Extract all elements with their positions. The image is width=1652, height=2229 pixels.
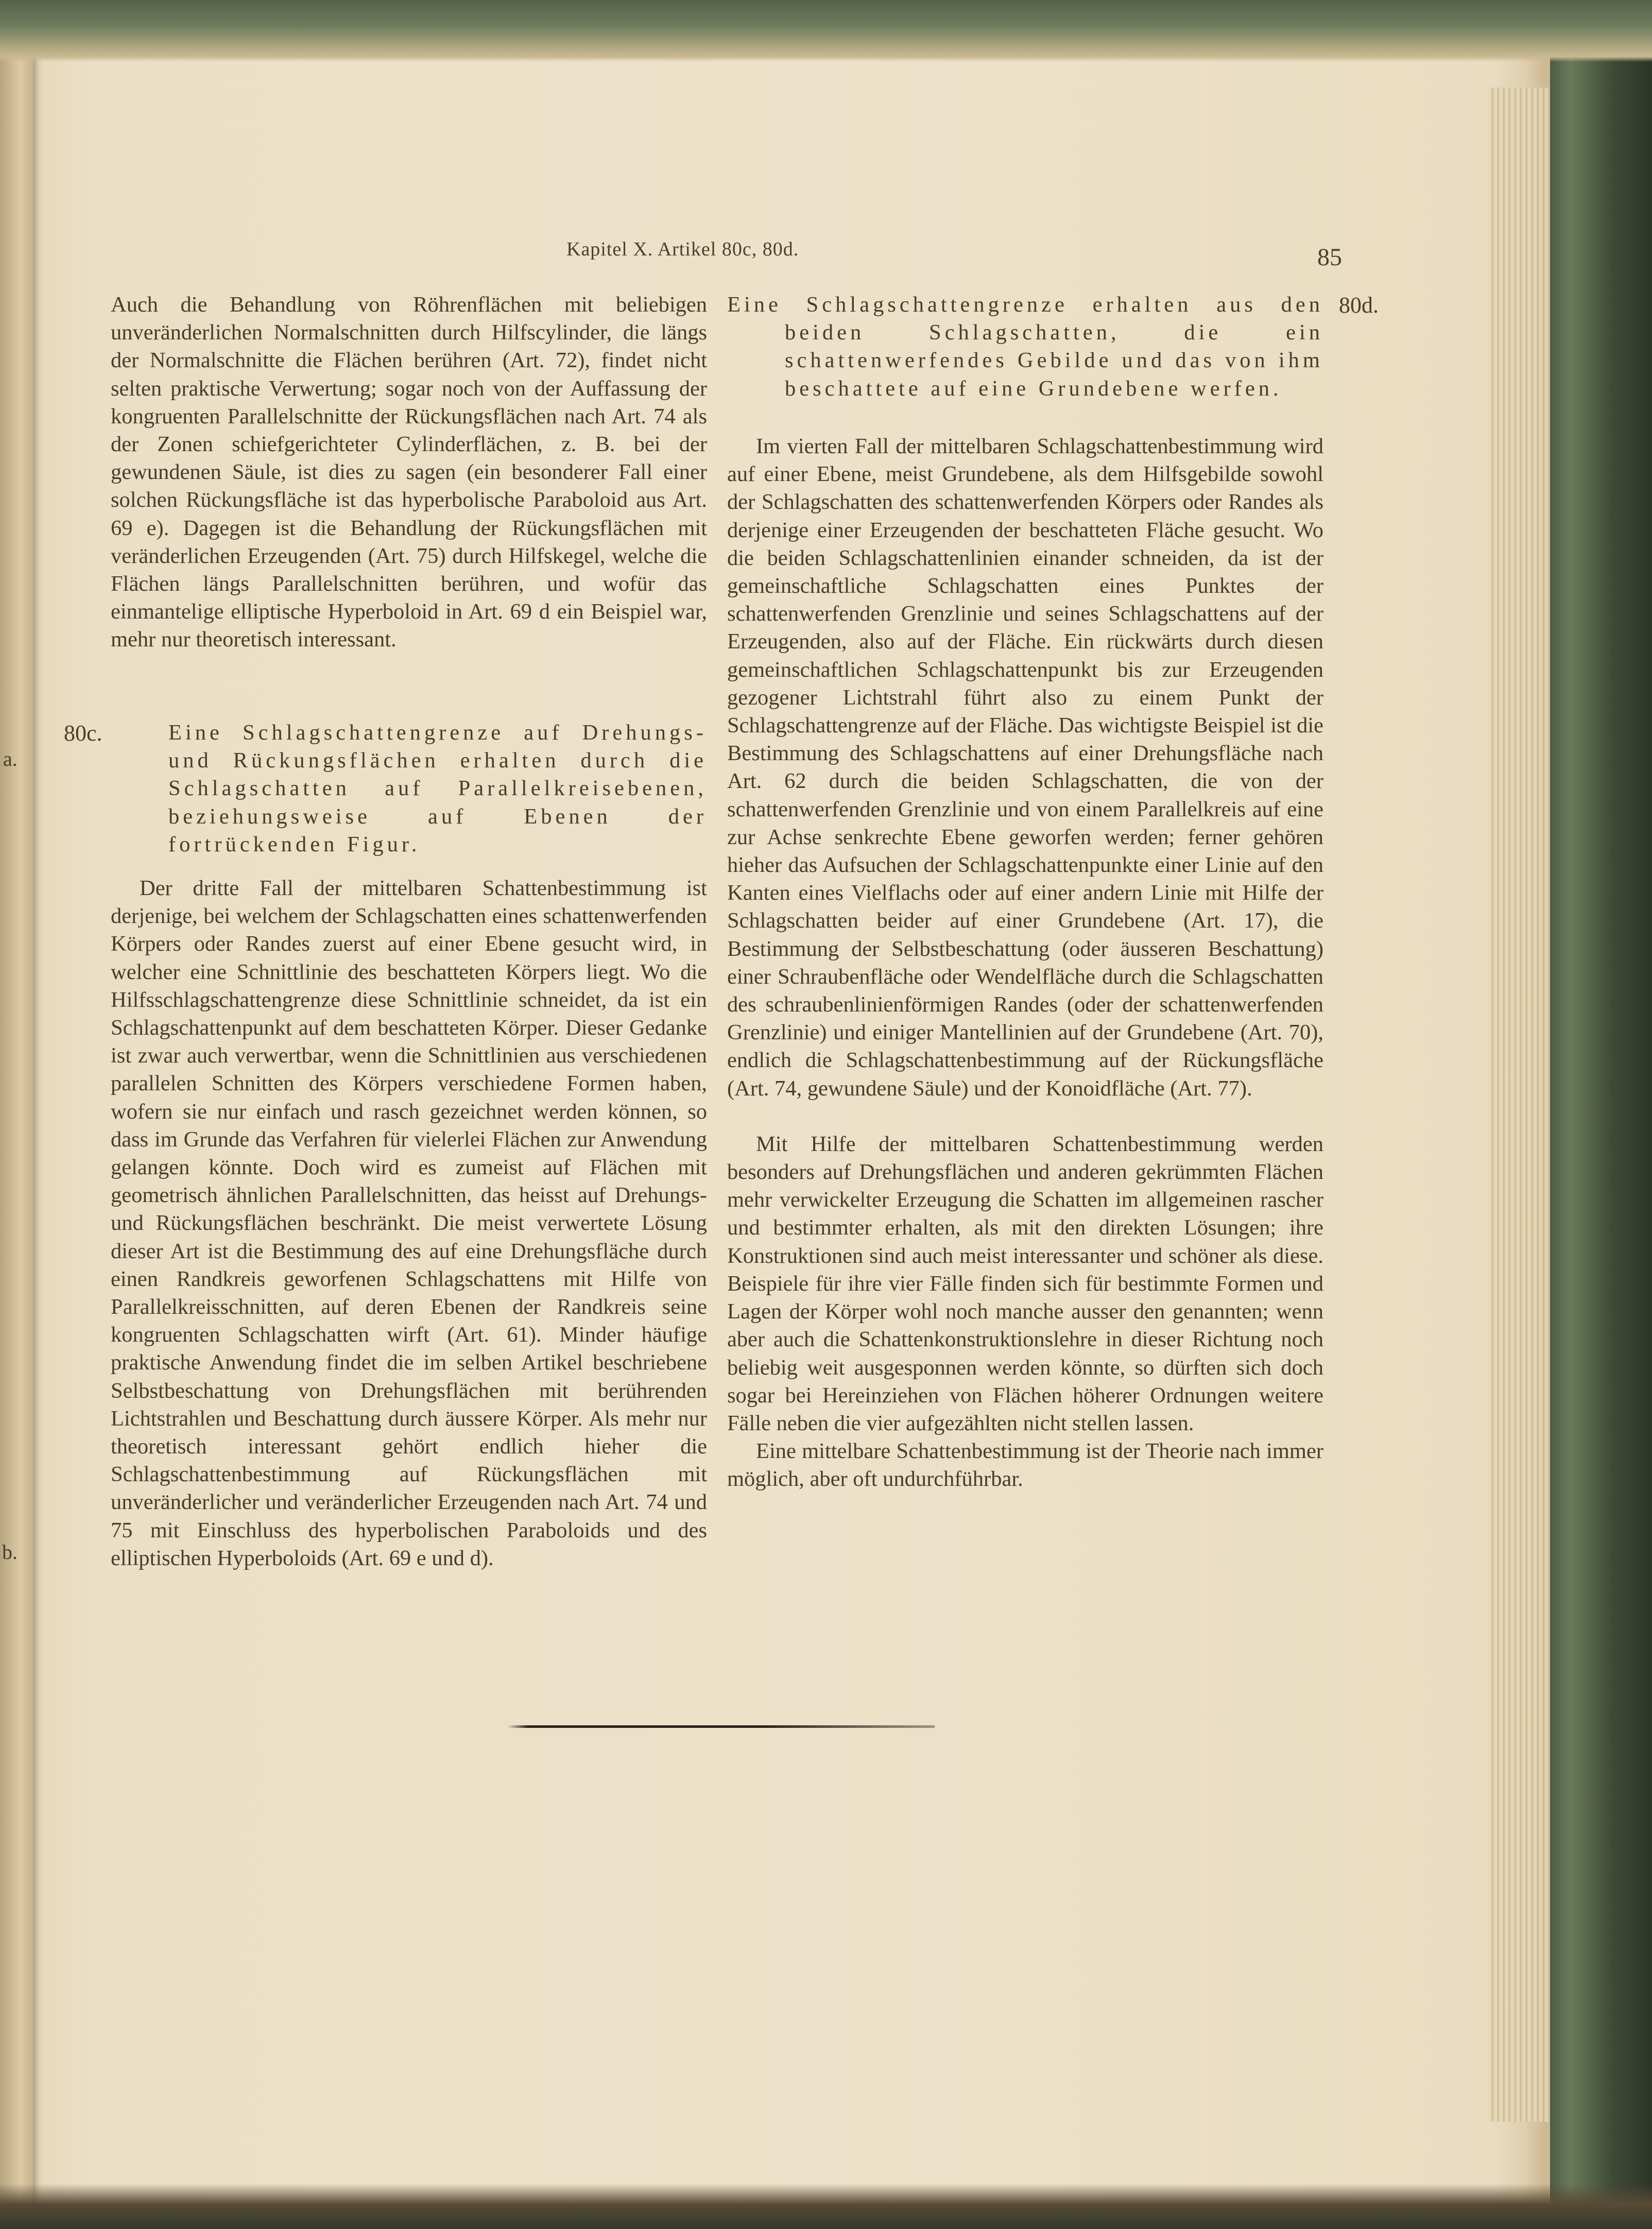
- left-body-paragraph: Der dritte Fall der mittelbaren Schattenbestimmung ist derjenige, bei welchem der Schlagschatten eines schattenwerfenden Körpers oder Randes zuerst auf einer Ebene gesucht wird, in welcher eine Schnittlinie des beschatteten Körpers liegt. Wo die Hilfsschlagschattengrenze diese Schnittlinie schneidet, da ist ein Schlagschattenpunkt auf dem beschatteten Körper. Dieser Gedanke ist zwar auch verwertbar, wenn die Schnittlinien aus verschiedenen parallelen Schnitten des Körpers verschiedene Formen haben, wofern sie nur einfach und rasch gezeichnet werden können, so dass im Grunde das Verfahren für vielerlei Flächen zur Anwendung gelangen könnte. Doch wird es zumeist auf Flächen mit geometrisch ähnlichen Parallelschnitten, das heisst auf Drehungs- und Rückungsflächen beschränkt. Die meist verwertete Lösung dieser Art ist die Bestimmung des auf eine Drehungsfläche durch einen Randkreis geworfenen Schlagschattens mit Hilfe von Parallelkreisschnitten, auf deren Ebenen der Randkreis seine kongruenten Schlagschatten wirft (Art. 61). Minder häufige praktische Anwendung findet die im selben Artikel beschriebene Selbstbeschattung von Drehungsflächen mit berührenden Lichtstrahlen und Beschattung durch äussere Körper. Als mehr nur theoretisch interessant gehört endlich hieher die Schlagschattenbestimmung auf Rückungsflächen mit unveränderlicher und veränderlicher Erzeugenden nach Art. 74 und 75 mit Einschluss des hyperbolischen Paraboloids und des elliptischen Hyperboloids (Art. 69 e und d).: [111, 876, 707, 1570]
- book-cover-right: [1550, 0, 1652, 2229]
- page-number: 85: [1317, 244, 1342, 271]
- left-body: [111, 875, 707, 1572]
- running-header: Kapitel X. Artikel 80c, 80d.: [566, 238, 799, 260]
- prev-page-margin-a: a.: [3, 747, 18, 770]
- right-paragraph-2: Mit Hilfe der mittelbaren Schattenbestimmung werden besonders auf Drehungsflächen und anderen gekrümmten Flächen mehr verwickelter Erzeugung die Schatten im allgemeinen rascher und bestimmter erhalten, als mit den direkten Lösungen; ihre Konstruktionen sind auch meist interessanter und schöner als diese. Beispiele für ihre vier Fälle finden sich für bestimmte Formen und Lagen der Körper wohl noch manche ausser den genannten; wenn aber auch die Schattenkonstruktionslehre in dieser Richtung noch beliebig weit ausgesponnen werden könnte, so dürften sich doch sogar bei Hereinziehen von Flächen höherer Ordnungen weitere Fälle neben die vier aufgezählten nicht stellen lassen.: [727, 1131, 1323, 1435]
- left-column: [111, 291, 707, 654]
- section-number-80d: 80d.: [1339, 293, 1379, 318]
- section-heading-80d: Eine Schlagschattengrenze erhalten aus den beiden Schlagschatten, die ein schattenwerfendes Gebilde und das von ihm beschattete auf eine Grundebene werfen.: [727, 293, 1323, 401]
- prev-page-margin-b: b.: [2, 1540, 18, 1564]
- left-intro-paragraph: Auch die Behandlung von Röhrenflächen mit beliebigen unveränderlichen Normalschnitten durch Hilfscylinder, die längs der Normalschnitte die Flächen berühren (Art. 72), findet nicht selten praktische Verwertung; sogar noch von der Auffassung der kongruenten Parallelschnitte der Rückungsflächen nach Art. 74 als der Zonen schiefgerichteter Cylinderflächen, z. B. bei der gewundenen Säule, ist dies zu sagen (ein besonderer Fall einer solchen Rückungsfläche ist das hyperbolische Paraboloid aus Art. 69 e). Dagegen ist die Behandlung der Rückungsflächen mit veränderlichen Erzeugenden (Art. 75) durch Hilfskegel, welche die Flächen längs Parallelschnitten berühren, und wofür das einmantelige elliptische Hyperboloid in Art. 69 d ein Beispiel war, mehr nur theoretisch interessant.: [111, 293, 707, 652]
- section-number-80c: 80c.: [64, 721, 102, 746]
- right-column-heading: [727, 291, 1323, 403]
- section-heading-80c: Eine Schlagschattengrenze auf Drehungs- und Rückungsflächen erhalten durch die Schlagschatten auf Parallelkreisebenen, beziehungsweise auf Ebenen der fortrückenden Figur.: [168, 721, 707, 856]
- page-stack-edges: [1488, 88, 1550, 2122]
- right-column-body: [727, 433, 1323, 1494]
- left-section-80c: [111, 719, 707, 859]
- book-cover-bottom: [0, 2184, 1652, 2229]
- previous-page-edge: [0, 0, 33, 2229]
- book-cover-top: [0, 0, 1652, 62]
- right-paragraph-3: Eine mittelbare Schattenbestimmung ist der Theorie nach immer möglich, aber oft undurchführbar.: [727, 1439, 1323, 1491]
- end-rule: [507, 1725, 935, 1728]
- right-paragraph-1: Im vierten Fall der mittelbaren Schlagschattenbestimmung wird auf einer Ebene, meist Grundebene, als dem Hilfsgebilde sowohl der Schlagschatten des schattenwerfenden Körpers oder Randes als derjenige einer Erzeugenden der beschatteten Fläche gesucht. Wo die beiden Schlagschattenlinien einander schneiden, da ist der gemeinschaftliche Schlagschatten eines Punktes der schattenwerfenden Grenzlinie und seines Schlagschattens auf der Erzeugenden, also auf der Fläche. Ein rückwärts durch diesen gemeinschaftlichen Schlagschattenpunkt bis zur Erzeugenden gezogener Lichtstrahl führt also zu einem Punkt der Schlagschattengrenze auf der Fläche. Das wichtigste Beispiel ist die Bestimmung des Schlagschattens auf einer Drehungsfläche nach Art. 62 durch die beiden Schlagschatten, die von der schattenwerfenden Grenzlinie und von einem Parallelkreis auf eine zur Achse senkrechte Ebene geworfen werden; ferner gehören hieher das Aufsuchen der Schlagschattenpunkte einer Linie auf den Kanten eines Vielflachs oder auf einer andern Linie mit Hilfe der Schlagschatten beider auf einer Grundebene (Art. 17), die Bestimmung der Selbstbeschattung (oder äusseren Beschattung) einer Schraubenfläche oder Wendelfläche durch die Schlagschatten des schraubenlinienförmigen Randes (oder der schattenwerfenden Grenzlinie) und einiger Mantellinien auf der Grundebene (Art. 70), endlich die Schlagschattenbestimmung auf der Rückungsfläche (Art. 74, gewundene Säule) und der Konoidfläche (Art. 77).: [727, 434, 1323, 1101]
